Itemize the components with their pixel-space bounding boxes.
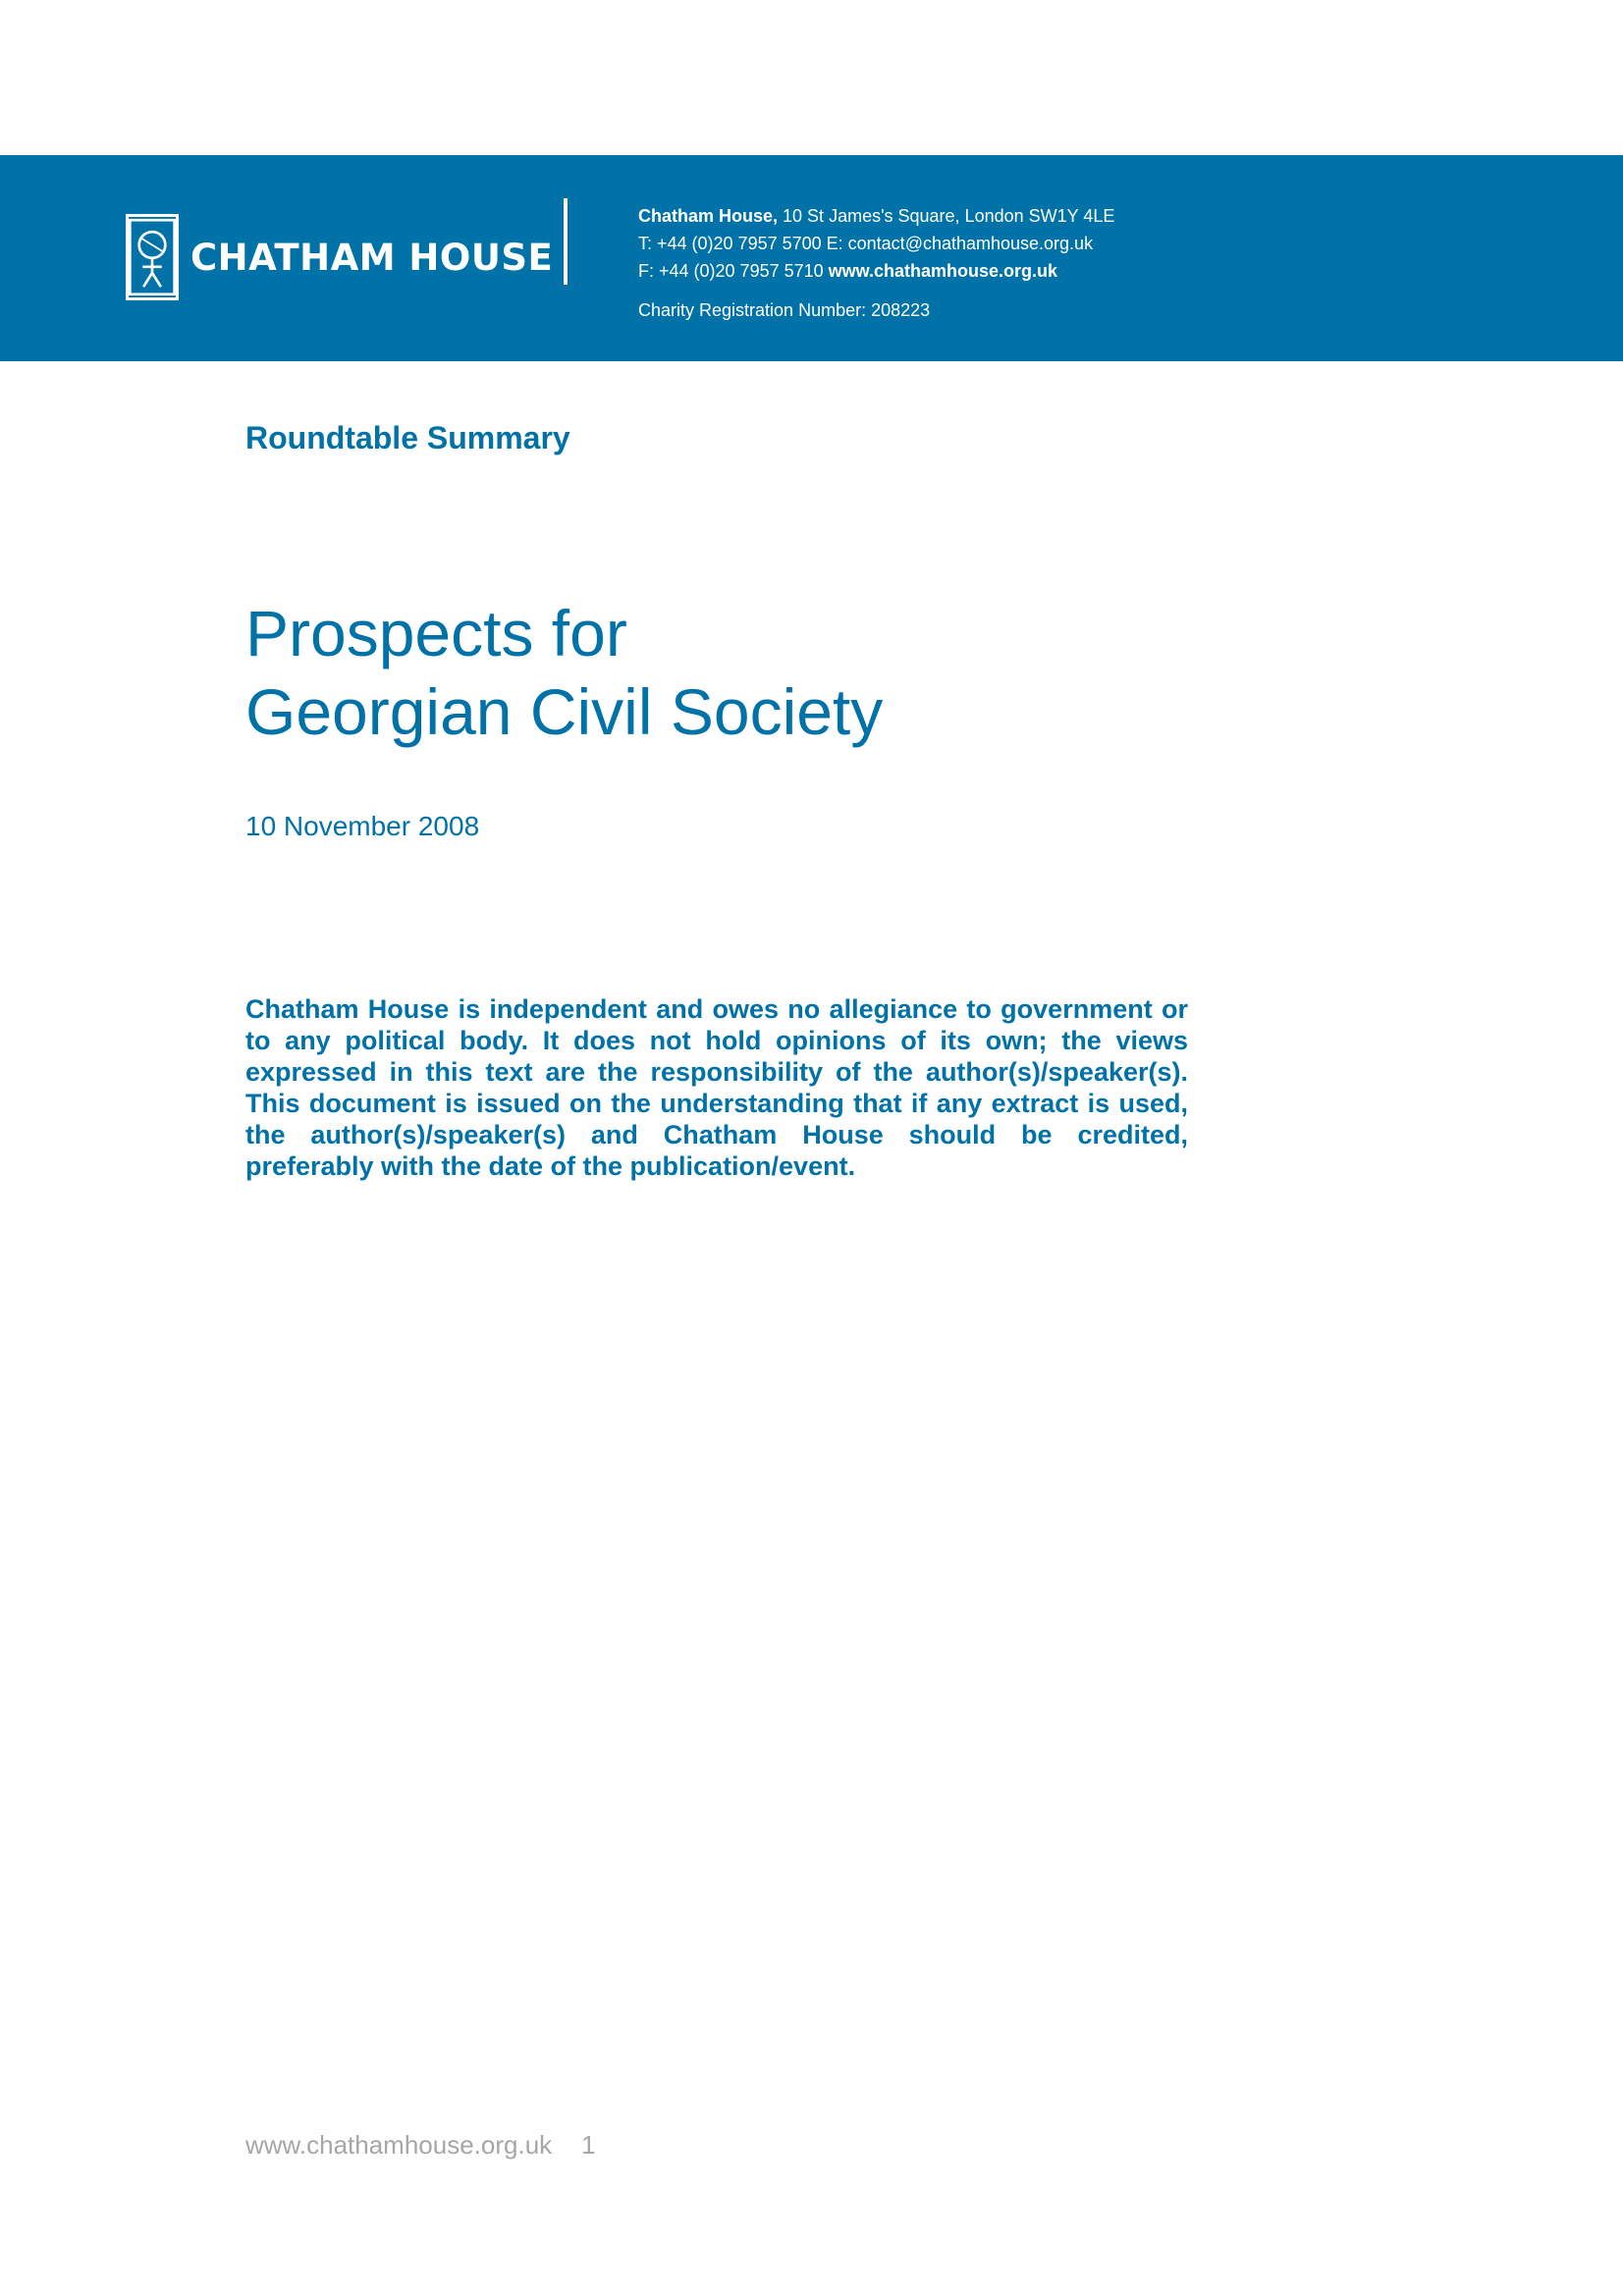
contact-block: [638, 202, 1114, 324]
chatham-house-logo: [126, 214, 553, 300]
address-line: [638, 202, 1114, 230]
title-line-2: Georgian Civil Society: [245, 675, 884, 748]
title-line-1: Prospects for: [245, 597, 627, 669]
header-divider: [564, 198, 568, 285]
address-name: Chatham House,: [638, 206, 779, 226]
document-title: [245, 594, 883, 751]
fax-line: [638, 257, 1114, 285]
document-date: 10 November 2008: [245, 811, 480, 841]
charity-number: Charity Registration Number: 208223: [638, 300, 931, 320]
page-number: 1: [581, 2130, 596, 2160]
telephone-line: T: +44 (0)20 7957 5700 E: contact@chathamhouse.org.uk: [638, 234, 1094, 253]
globe-figure-icon: [126, 214, 179, 300]
brand-name: CHATHAM HOUSE: [190, 236, 554, 279]
header-banner: [0, 155, 1623, 361]
address-rest: 10 St James's Square, London SW1Y 4LE: [778, 206, 1115, 226]
website-link[interactable]: www.chathamhouse.org.uk: [828, 261, 1058, 281]
footer-url[interactable]: www.chathamhouse.org.uk: [245, 2130, 553, 2160]
disclaimer-text: Chatham House is independent and owes no allegiance to government or to any political body. It does not hold opinions of its own; the views expressed in this text are the responsibility of the author(s)/speaker(s). This document is issued on the understanding that if any extract is used, the author(s)/speaker(s) and Chatham House should be credited, preferably with the date of the publication/event.: [245, 994, 1188, 1181]
page-footer: [245, 2130, 596, 2161]
document-type-label: Roundtable Summary: [245, 420, 570, 455]
fax-number: F: +44 (0)20 7957 5710: [638, 261, 829, 281]
